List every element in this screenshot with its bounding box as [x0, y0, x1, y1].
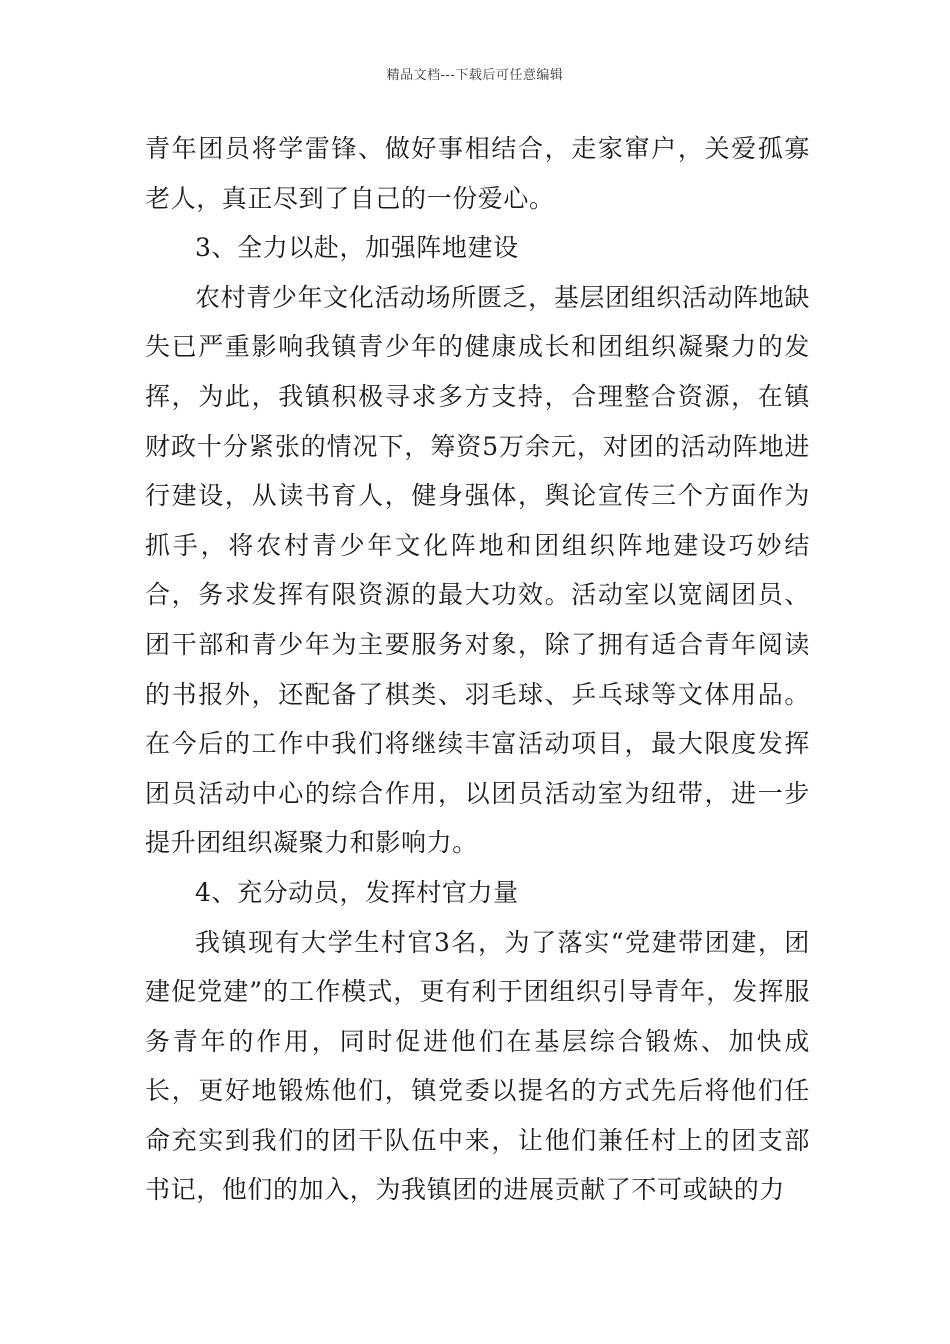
document-body	[145, 124, 810, 1215]
section-heading-4: 4、充分动员，发挥村官力量	[195, 877, 519, 907]
page-header: 精品文档---下载后可任意编辑	[386, 68, 564, 83]
section-heading-3: 3、全力以赴，加强阵地建设	[195, 233, 519, 263]
paragraph-continuation: 青年团员将学雷锋、做好事相结合，走家窜户，关爱孤寡老人，真正尽到了自己的一份爱心。	[145, 134, 810, 213]
paragraph-position-building: 农村青少年文化活动场所匮乏，基层团组织活动阵地缺失已严重影响我镇青少年的健康成长和团组织凝聚力的发挥，为此，我镇积极寻求多方支持，合理整合资源，在镇财政十分紧张的情况下，筹资5万余元，对团的活动阵地进行建设，从读书育人，健身强体，舆论宣传三个方面作为抓手，将农村青少年文化阵地和团组织阵地建设巧妙结合，务求发挥有限资源的最大功效。活动室以宽阔团员、团干部和青少年为主要服务对象，除了拥有适合青年阅读的书报外，还配备了棋类、羽毛球、乒乓球等文体用品。在今后的工作中我们将继续丰富活动项目，最大限度发挥团员活动中心的综合作用，以团员活动室为纽带，进一步提升团组织凝聚力和影响力。	[145, 282, 810, 858]
paragraph-village-officials: 我镇现有大学生村官3名，为了落实“党建带团建，团建促党建”的工作模式，更有利于团组织引导青年，发挥服务青年的作用，同时促进他们在基层综合锻炼、加快成长，更好地锻炼他们，镇党委以提名的方式先后将他们任命充实到我们的团干队伍中来，让他们兼任村上的团支部书记，他们的加入，为我镇团的进展贡献了不可或缺的力	[145, 927, 810, 1205]
